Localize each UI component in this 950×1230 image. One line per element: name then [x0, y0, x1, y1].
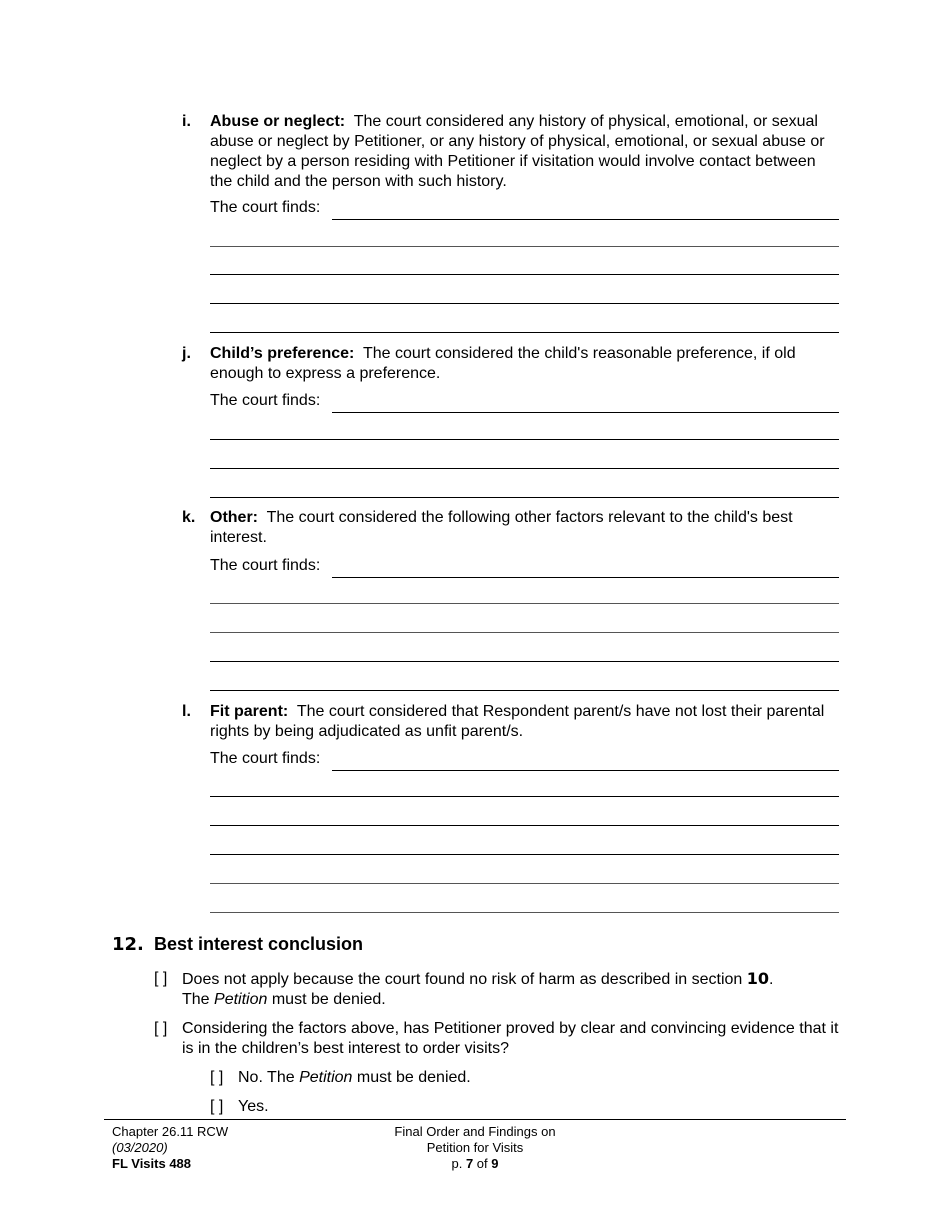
section-number: 12. [112, 934, 144, 955]
item-letter: i. [182, 113, 191, 130]
footer-page-number: p. 7 of 9 [451, 1156, 499, 1171]
item-letter: l. [182, 703, 191, 720]
answer-line[interactable] [210, 796, 839, 797]
footer-chapter: Chapter 26.11 RCW [112, 1124, 229, 1139]
item-title: Child’s preference: [210, 345, 355, 362]
checkbox[interactable]: [ ] [210, 1069, 224, 1086]
checkbox[interactable]: [ ] [154, 970, 168, 987]
footer-left [112, 1124, 228, 1172]
answer-line[interactable] [210, 332, 839, 333]
item-title: Abuse or neglect: [210, 113, 346, 130]
answer-line[interactable] [210, 854, 839, 855]
section-ref: 10 [746, 969, 770, 988]
answer-line[interactable] [332, 577, 839, 578]
answer-line[interactable] [210, 883, 839, 884]
option-text: Does not apply because the court found no risk of harm as described in section 10. The Petition must be denied. [182, 969, 774, 1008]
footer-date: (03/2020) [112, 1140, 168, 1155]
footer-form-id: FL Visits 488 [112, 1156, 192, 1171]
court-finds-field[interactable] [210, 749, 839, 771]
answer-line[interactable] [332, 219, 839, 220]
footer-title-line1: Final Order and Findings on [394, 1124, 556, 1139]
answer-line[interactable] [210, 661, 839, 662]
answer-line[interactable] [210, 632, 839, 633]
option-text: Yes. [238, 1098, 269, 1115]
answer-line[interactable] [210, 303, 839, 304]
item-letter: k. [182, 509, 196, 526]
court-finds-field[interactable] [210, 391, 839, 413]
answer-line[interactable] [210, 274, 839, 275]
answer-line[interactable] [332, 412, 839, 413]
court-finds-label: The court finds: [210, 391, 324, 411]
option-text: No. The Petition must be denied. [238, 1069, 471, 1086]
answer-line[interactable] [210, 468, 839, 469]
item-title: Other: [210, 509, 258, 526]
item-letter: j. [182, 345, 191, 362]
option-text: Considering the factors above, has Petitioner proved by clear and convincing evidence that it is in the children’s best interest to order visits? [182, 1020, 839, 1057]
court-finds-field[interactable] [210, 556, 839, 578]
footer-divider [104, 1119, 846, 1120]
answer-line[interactable] [210, 912, 839, 913]
item-text: Abuse or neglect: The court considered any history of physical, emotional, or sexual abuse or neglect by Petitioner, or any history of physical, emotional, or sexual abuse or neglect by a person residing with Petitioner if visitation would involve contact between the child and the person with such history. [210, 113, 825, 190]
footer-center [360, 1124, 590, 1172]
item-text: Fit parent: The court considered that Respondent parent/s have not lost their parental rights by being adjudicated as unfit parent/s. [210, 703, 825, 740]
checkbox[interactable]: [ ] [210, 1098, 224, 1115]
court-finds-label: The court finds: [210, 198, 324, 218]
court-finds-field[interactable] [210, 198, 839, 220]
court-finds-label: The court finds: [210, 556, 324, 576]
answer-line[interactable] [210, 603, 839, 604]
footer-title-line2: Petition for Visits [426, 1140, 524, 1155]
checkbox[interactable]: [ ] [154, 1020, 168, 1037]
answer-line[interactable] [210, 825, 839, 826]
answer-line[interactable] [210, 439, 839, 440]
item-text: Child’s preference: The court considered the child's reasonable preference, if old enough to express a preference. [210, 345, 796, 382]
answer-line[interactable] [210, 497, 839, 498]
item-title: Fit parent: [210, 703, 289, 720]
item-text: Other: The court considered the following other factors relevant to the child's best interest. [210, 509, 793, 546]
court-finds-label: The court finds: [210, 749, 324, 769]
answer-line[interactable] [210, 246, 839, 247]
section-title: Best interest conclusion [154, 934, 364, 954]
answer-line[interactable] [210, 690, 839, 691]
section-heading [112, 933, 363, 956]
answer-line[interactable] [332, 770, 839, 771]
